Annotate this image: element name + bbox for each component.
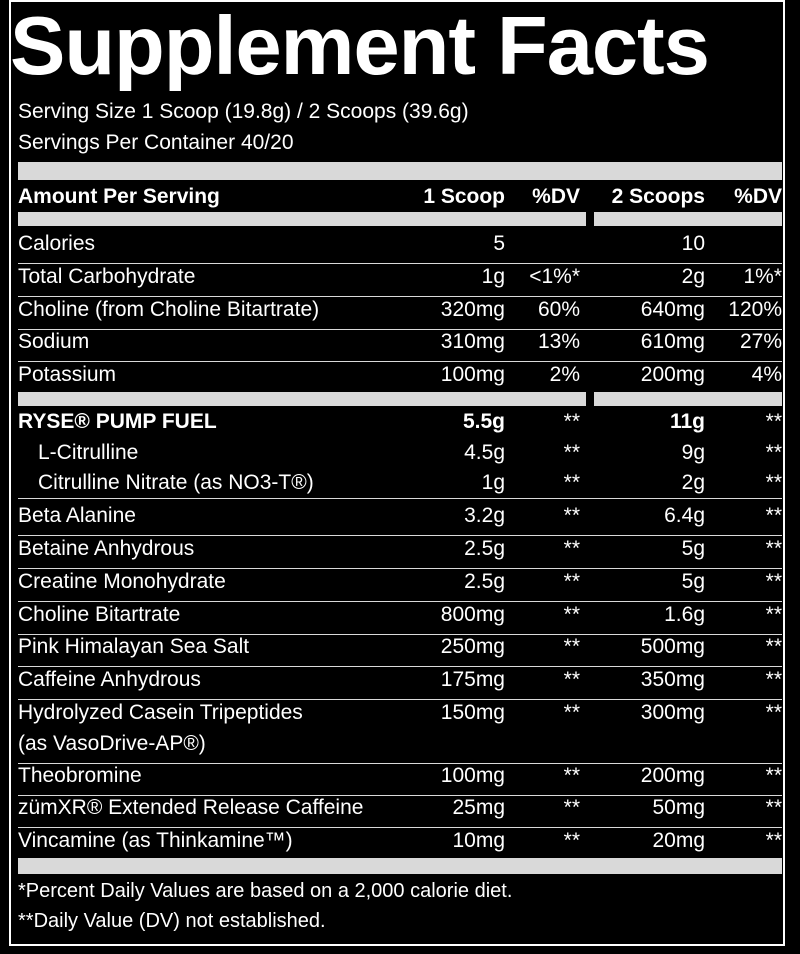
row-divider [18,827,782,828]
amount-2-scoops: 5g [681,537,705,560]
dv-1-scoop: ** [563,764,580,787]
dv-2-scoops: ** [765,537,782,560]
dv-2-scoops: ** [765,764,782,787]
row-name-line2: (as VasoDrive-AP®) [18,732,206,755]
amount-2-scoops: 200mg [640,363,705,386]
serving-size: Serving Size 1 Scoop (19.8g) / 2 Scoops (39.6g) [18,100,469,123]
dv-2-scoops: ** [765,504,782,527]
row-name: Choline (from Choline Bitartrate) [18,298,320,321]
dv-1-scoop: ** [563,635,580,658]
dv-2-scoops: ** [765,603,782,626]
dv-2-scoops: ** [765,829,782,852]
header-amount: Amount Per Serving [18,185,220,208]
row-name: Betaine Anhydrous [18,537,195,560]
divider-bar [18,162,782,180]
dv-2-scoops: ** [765,410,782,433]
dv-1-scoop: ** [563,701,580,724]
dv-2-scoops: ** [765,635,782,658]
dv-2-scoops: 27% [739,330,782,353]
row-name: Beta Alanine [18,504,136,527]
row-divider [18,361,782,362]
divider-bar [594,212,782,226]
amount-2-scoops: 2g [681,265,705,288]
header-dv-1: %DV [532,185,580,208]
amount-1-scoop: 3.2g [464,504,505,527]
row-name: Calories [18,232,96,255]
row-name: Hydrolyzed Casein Tripeptides [18,701,303,724]
amount-1-scoop: 2.5g [464,570,505,593]
servings-per-container: Servings Per Container 40/20 [18,131,294,154]
row-name: Vincamine (as Thinkamine™) [18,829,293,852]
amount-1-scoop: 1g [481,265,505,288]
row-name: RYSE® PUMP FUEL [18,410,217,433]
row-name: Caffeine Anhydrous [18,668,201,691]
amount-1-scoop: 150mg [440,701,505,724]
amount-1-scoop: 1g [481,471,505,494]
amount-2-scoops: 5g [681,570,705,593]
amount-2-scoops: 350mg [640,668,705,691]
amount-2-scoops: 500mg [640,635,705,658]
amount-2-scoops: 9g [681,441,705,464]
row-divider [18,666,782,667]
dv-1-scoop: ** [563,410,580,433]
amount-2-scoops: 10 [681,232,705,255]
dv-2-scoops: ** [765,668,782,691]
dv-1-scoop: ** [563,471,580,494]
amount-1-scoop: 25mg [452,796,505,819]
divider-bar [594,392,782,406]
dv-2-scoops: 120% [728,298,782,321]
dv-2-scoops: ** [765,796,782,819]
dv-1-scoop: <1%* [529,265,580,288]
amount-1-scoop: 100mg [440,764,505,787]
dv-2-scoops: 4% [751,363,782,386]
amount-1-scoop: 10mg [452,829,505,852]
dv-1-scoop: 13% [537,330,580,353]
row-divider [18,601,782,602]
footnote-dv: *Percent Daily Values are based on a 2,000 calorie diet. [18,880,513,902]
divider-bar [18,392,586,406]
dv-1-scoop: ** [563,537,580,560]
panel-title: Supplement Facts [10,0,709,92]
dv-1-scoop: ** [563,829,580,852]
dv-2-scoops: ** [765,471,782,494]
divider-bar [18,212,586,226]
footnote-not-established: **Daily Value (DV) not established. [18,910,326,932]
amount-1-scoop: 2.5g [464,537,505,560]
dv-1-scoop: 60% [537,298,580,321]
amount-1-scoop: 250mg [440,635,505,658]
row-name: Sodium [18,330,90,353]
row-name: Pink Himalayan Sea Salt [18,635,250,658]
amount-1-scoop: 800mg [440,603,505,626]
amount-2-scoops: 200mg [640,764,705,787]
amount-2-scoops: 640mg [640,298,705,321]
amount-2-scoops: 6.4g [664,504,705,527]
dv-2-scoops: ** [765,701,782,724]
amount-2-scoops: 300mg [640,701,705,724]
row-name: zümXR® Extended Release Caffeine [18,796,364,819]
amount-2-scoops: 11g [669,410,705,433]
divider-bar [18,858,782,874]
dv-1-scoop: ** [563,668,580,691]
amount-1-scoop: 5.5g [462,410,505,433]
amount-1-scoop: 320mg [440,298,505,321]
amount-2-scoops: 610mg [640,330,705,353]
row-name: L-Citrulline [38,441,139,464]
header-dv-2: %DV [734,185,782,208]
row-divider [18,568,782,569]
header-2-scoops: 2 Scoops [611,185,705,208]
row-divider [18,699,782,700]
amount-1-scoop: 4.5g [464,441,505,464]
row-name: Choline Bitartrate [18,603,181,626]
row-divider [18,535,782,536]
row-name: Citrulline Nitrate (as NO3-T®) [38,471,314,494]
amount-1-scoop: 100mg [440,363,505,386]
dv-1-scoop: ** [563,603,580,626]
dv-1-scoop: ** [563,504,580,527]
dv-2-scoops: ** [765,441,782,464]
dv-2-scoops: ** [765,570,782,593]
dv-1-scoop: ** [563,796,580,819]
amount-1-scoop: 175mg [440,668,505,691]
amount-2-scoops: 1.6g [664,603,705,626]
amount-2-scoops: 50mg [652,796,705,819]
dv-1-scoop: ** [563,570,580,593]
header-1-scoop: 1 Scoop [423,185,505,208]
amount-2-scoops: 20mg [652,829,705,852]
row-divider [18,498,782,499]
row-divider [18,296,782,297]
row-name: Total Carbohydrate [18,265,196,288]
row-divider [18,263,782,264]
dv-1-scoop: 2% [549,363,580,386]
amount-1-scoop: 310mg [440,330,505,353]
row-name: Creatine Monohydrate [18,570,226,593]
amount-2-scoops: 2g [681,471,705,494]
dv-2-scoops: 1%* [743,265,782,288]
dv-1-scoop: ** [563,441,580,464]
row-name: Theobromine [18,764,142,787]
amount-1-scoop: 5 [493,232,505,255]
row-name: Potassium [18,363,117,386]
